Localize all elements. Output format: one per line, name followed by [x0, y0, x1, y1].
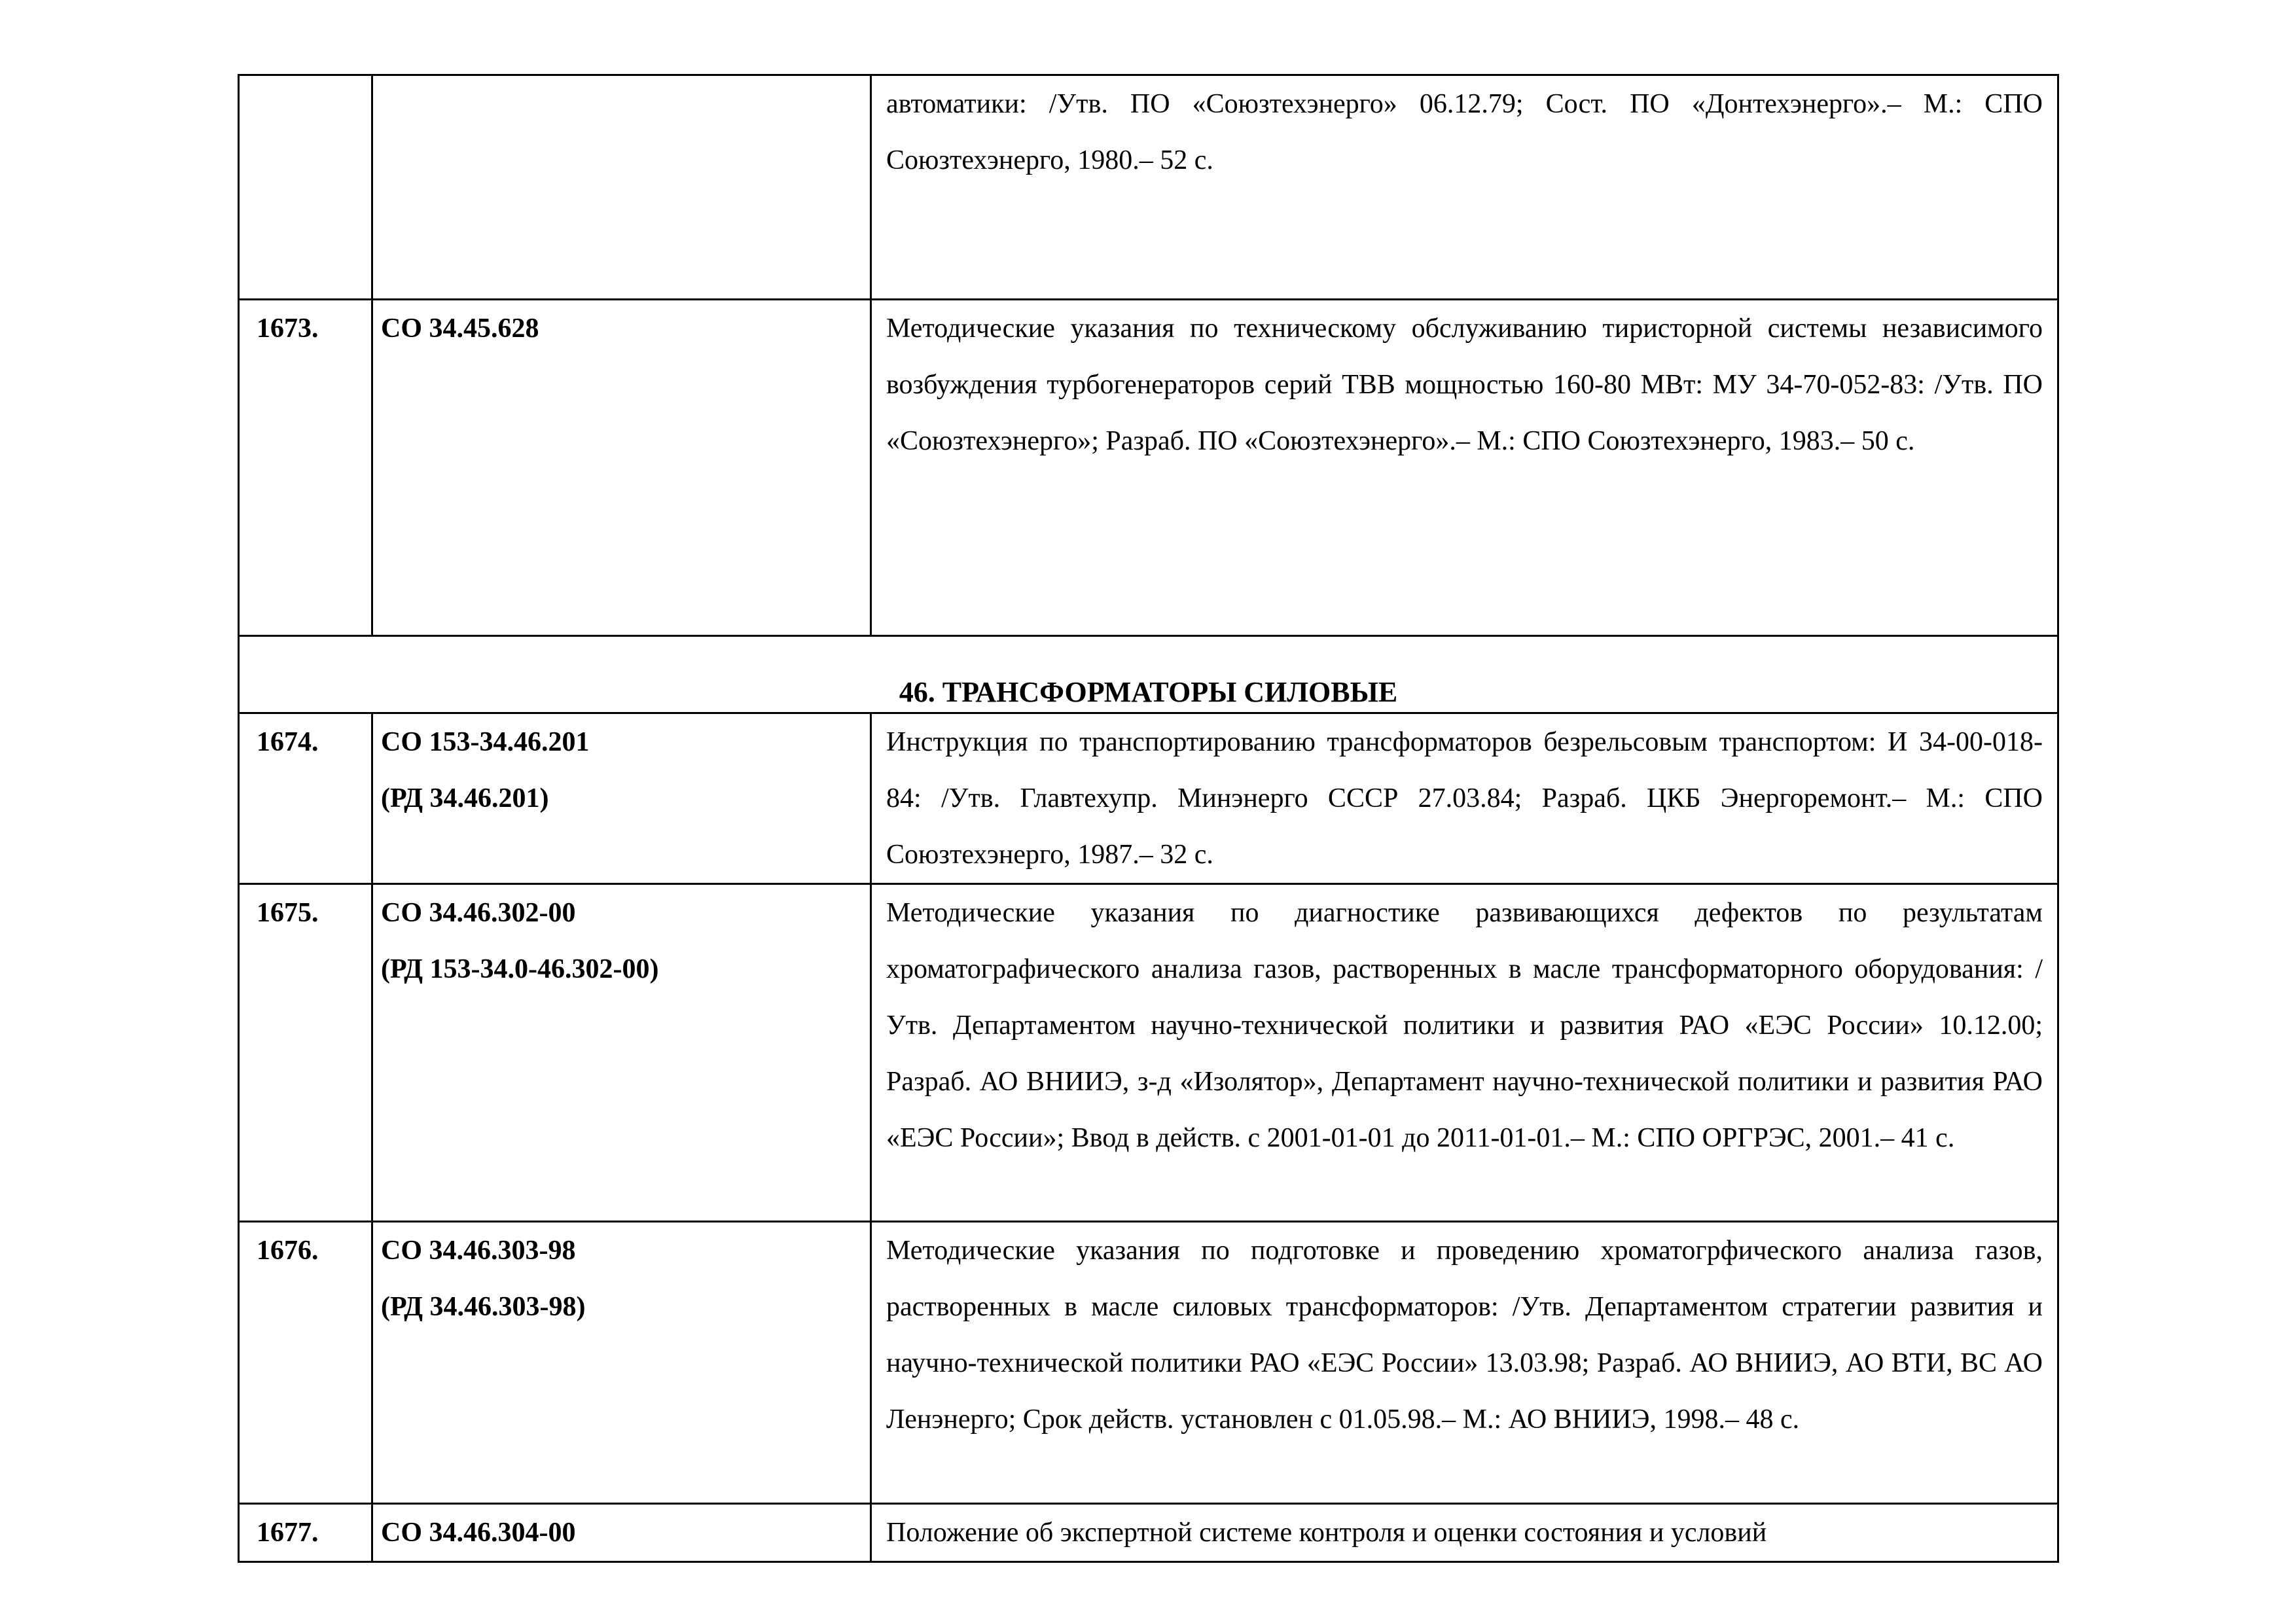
document-code-cell [372, 884, 871, 1222]
document-code-cell [372, 1504, 871, 1562]
document-alt-code: (РД 153-34.0-46.302-00) [381, 954, 659, 984]
table-row [239, 1504, 2058, 1562]
document-code-cell [372, 1222, 871, 1504]
document-alt-code: (РД 34.46.303-98) [381, 1292, 586, 1322]
entry-description [871, 713, 2058, 884]
description-text: автоматики: /Утв. ПО «Союзтехэнерго» 06.12.79; Сост. ПО «Донтехэнерго».– М.: СПО Союзтехэнерго, 1980.– 52 с. [886, 89, 2043, 175]
entry-description [871, 300, 2058, 636]
description-text: Методические указания по диагностике развивающихся дефектов по результатам хроматографического анализа газов, растворенных в масле трансформаторного оборудования: /Утв. Департаментом научно-технической политики и развития РАО «ЕЭС России» 10.12.00; Разраб. АО ВНИИЭ, з-д «Изолятор», Департамент научно-технической политики и развития РАО «ЕЭС России»; Ввод в действ. с 2001-01-01 до 2011-01-01.– М.: СПО ОРГРЭС, 2001.– 41 с. [886, 898, 2043, 1153]
entry-number: 1673. [239, 300, 372, 636]
entry-description [871, 1504, 2058, 1562]
document-code-cell [372, 713, 871, 884]
entry-number: 1675. [239, 884, 372, 1222]
entry-description [871, 884, 2058, 1222]
document-code: СО 34.46.302-00 [381, 898, 576, 928]
description-text: Методические указания по подготовке и проведению хроматогрфического анализа газов, растворенных в масле силовых трансформаторов: /Утв. Департаментом стратегии развития и научно-технической политики РАО «ЕЭС России» 13.03.98; Разраб. АО ВНИИЭ, АО ВТИ, ВС АО Ленэнерго; Срок действ. установлен с 01.05.98.– М.: АО ВНИИЭ, 1998.– 48 с. [886, 1236, 2043, 1435]
entry-number: 1676. [239, 1222, 372, 1504]
entry-number: 1677. [239, 1504, 372, 1562]
description-text: Положение об экспертной системе контроля и оценки состояния и условий [886, 1518, 1767, 1548]
document-code-cell [372, 75, 871, 300]
document-code: СО 34.46.304-00 [381, 1518, 576, 1548]
section-row [239, 636, 2058, 713]
description-text: Методические указания по техническому обслуживанию тиристорной системы независимого возбуждения турбогенераторов серий ТВВ мощностью 160-80 МВт: МУ 34-70-052-83: /Утв. ПО «Союзтехэнерго»; Разраб. ПО «Союзтехэнерго».– М.: СПО Союзтехэнерго, 1983.– 50 с. [886, 313, 2043, 456]
regulations-table [238, 74, 2059, 1563]
table-row [239, 713, 2058, 884]
table-row [239, 1222, 2058, 1504]
document-code: СО 34.46.303-98 [381, 1236, 576, 1266]
table-row [239, 300, 2058, 636]
document-code-cell [372, 300, 871, 636]
table-row [239, 75, 2058, 300]
document-code: СО 153-34.46.201 [381, 727, 590, 757]
section-heading: 46. ТРАНСФОРМАТОРЫ СИЛОВЫЕ [239, 636, 2058, 713]
description-text: Инструкция по транспортированию трансформаторов безрельсовым транспортом: И 34-00-018-84: /Утв. Главтехупр. Минэнерго СССР 27.03.84; Разраб. ЦКБ Энергоремонт.– М.: СПО Союзтехэнерго, 1987.– 32 с. [886, 727, 2043, 870]
table-row [239, 884, 2058, 1222]
document-code: СО 34.45.628 [381, 313, 539, 344]
entry-description [871, 1222, 2058, 1504]
entry-description [871, 75, 2058, 300]
document-alt-code: (РД 34.46.201) [381, 783, 549, 813]
entry-number: 1674. [239, 713, 372, 884]
entry-number [239, 75, 372, 300]
